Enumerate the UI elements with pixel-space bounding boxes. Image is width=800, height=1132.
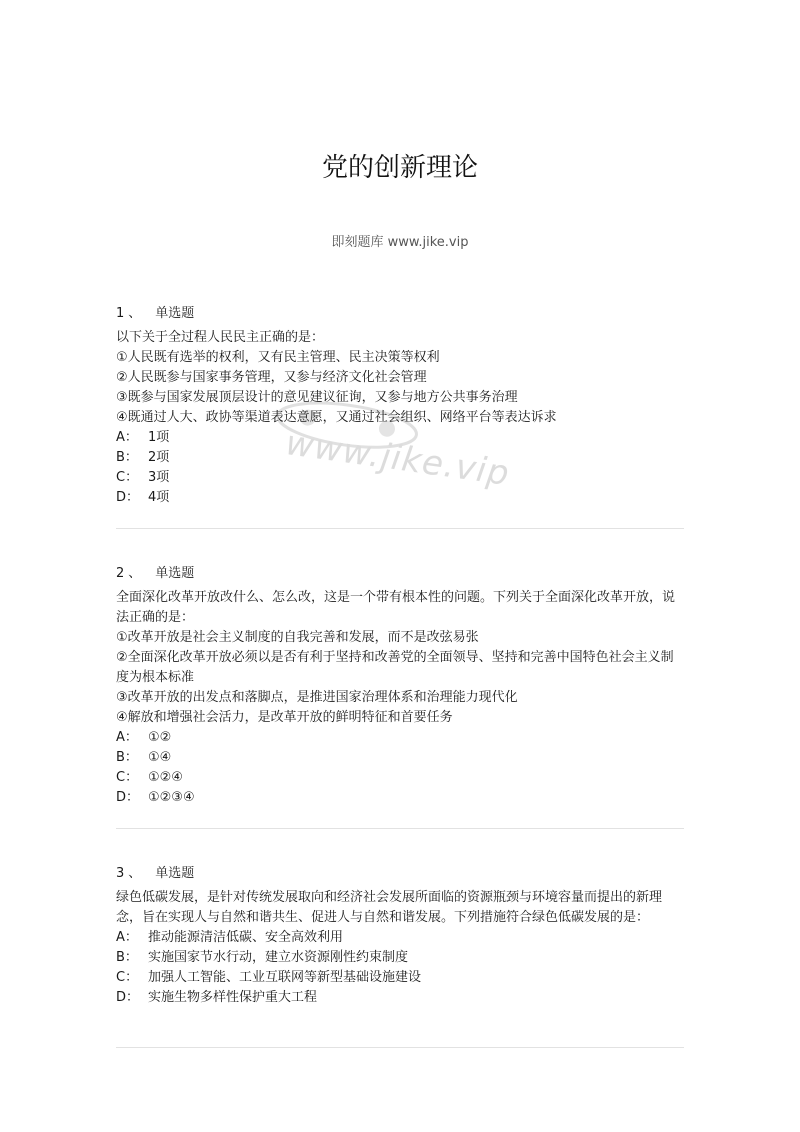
option-key: C：: [116, 470, 139, 485]
option-text: 推动能源清洁低碳、安全高效利用: [148, 930, 344, 945]
question-header: [116, 564, 686, 584]
stem-line: 绿色低碳发展，是针对传统发展取向和经济社会发展所面临的资源瓶颈与环境容量而提出的新理念，旨在实现人与自然和谐共生、促进人与自然和谐发展。下列措施符合绿色低碳发展的是：: [116, 890, 663, 925]
stem-line: 以下关于全过程人民民主正确的是：: [116, 330, 325, 345]
question-type: 单选题: [155, 566, 195, 581]
divider: [116, 528, 684, 529]
option-key: A：: [116, 430, 138, 445]
stem-line: 全面深化改革开放改什么、怎么改，这是一个带有根本性的问题。下列关于全面深化改革开放，说法正确的是：: [116, 590, 676, 625]
stem-line: ③既参与国家发展顶层设计的意见建议征询，又参与地方公共事务治理: [116, 390, 518, 405]
option-text: 加强人工智能、工业互联网等新型基础设施建设: [148, 970, 422, 985]
question-separator: 、: [128, 866, 142, 881]
question-number: 3: [116, 866, 125, 881]
option-d[interactable]: [116, 988, 686, 1008]
stem-line: ③改革开放的出发点和落脚点，是推进国家治理体系和治理能力现代化: [116, 690, 518, 705]
stem-line: ④既通过人大、政协等渠道表达意愿，又通过社会组织、网络平台等表达诉求: [116, 410, 557, 425]
option-key: D：: [116, 990, 140, 1005]
divider: [116, 828, 684, 829]
option-key: B：: [116, 750, 138, 765]
divider: [116, 1047, 684, 1048]
question-number: 1: [116, 306, 125, 321]
question-type: 单选题: [155, 306, 195, 321]
question-separator: 、: [128, 566, 142, 581]
option-b[interactable]: [116, 948, 686, 968]
question-stem: [116, 328, 686, 428]
stem-line: ①人民既有选举的权利，又有民主管理、民主决策等权利: [116, 350, 440, 365]
stem-line: ④解放和增强社会活力，是改革开放的鲜明特征和首要任务: [116, 710, 453, 725]
question-stem: [116, 888, 686, 928]
option-key: A：: [116, 730, 138, 745]
option-text: 3项: [148, 470, 170, 485]
option-d[interactable]: [116, 488, 686, 508]
question-stem: [116, 588, 686, 728]
option-key: C：: [116, 970, 139, 985]
question-type: 单选题: [155, 866, 195, 881]
option-text: 1项: [148, 430, 170, 445]
option-c[interactable]: [116, 768, 686, 788]
question-3: [116, 864, 686, 1008]
option-b[interactable]: [116, 448, 686, 468]
page-title: 党的创新理论: [321, 153, 478, 183]
option-a[interactable]: [116, 928, 686, 948]
watermark-text: www.jike.vip: [283, 423, 513, 495]
stem-line: ②全面深化改革开放必须以是否有利于坚持和改善党的全面领导、坚持和完善中国特色社会主义制度为根本标准: [116, 650, 674, 685]
option-b[interactable]: [116, 748, 686, 768]
option-text: ①②④: [148, 770, 183, 785]
stem-line: ②人民既参与国家事务管理，又参与经济文化社会管理: [116, 370, 427, 385]
option-key: A：: [116, 930, 138, 945]
option-text: ①④: [148, 750, 172, 765]
option-a[interactable]: [116, 728, 686, 748]
question-2: [116, 564, 686, 808]
question-number: 2: [116, 566, 125, 581]
option-key: C：: [116, 770, 139, 785]
option-text: ①②③④: [148, 790, 195, 805]
option-a[interactable]: [116, 428, 686, 448]
option-key: D：: [116, 490, 140, 505]
option-text: ①②: [148, 730, 172, 745]
question-header: [116, 864, 686, 884]
source-line: 即刻题库 www.jike.vip: [331, 235, 469, 250]
option-text: 实施生物多样性保护重大工程: [148, 990, 318, 1005]
option-c[interactable]: [116, 468, 686, 488]
option-text: 实施国家节水行动，建立水资源刚性约束制度: [148, 950, 409, 965]
question-separator: 、: [128, 306, 142, 321]
option-d[interactable]: [116, 788, 686, 808]
question-1: [116, 304, 686, 508]
option-key: B：: [116, 950, 138, 965]
stem-line: ①改革开放是社会主义制度的自我完善和发展，而不是改弦易张: [116, 630, 479, 645]
question-header: [116, 304, 686, 324]
option-text: 2项: [148, 450, 170, 465]
option-key: D：: [116, 790, 140, 805]
option-text: 4项: [148, 490, 170, 505]
option-key: B：: [116, 450, 138, 465]
option-c[interactable]: [116, 968, 686, 988]
